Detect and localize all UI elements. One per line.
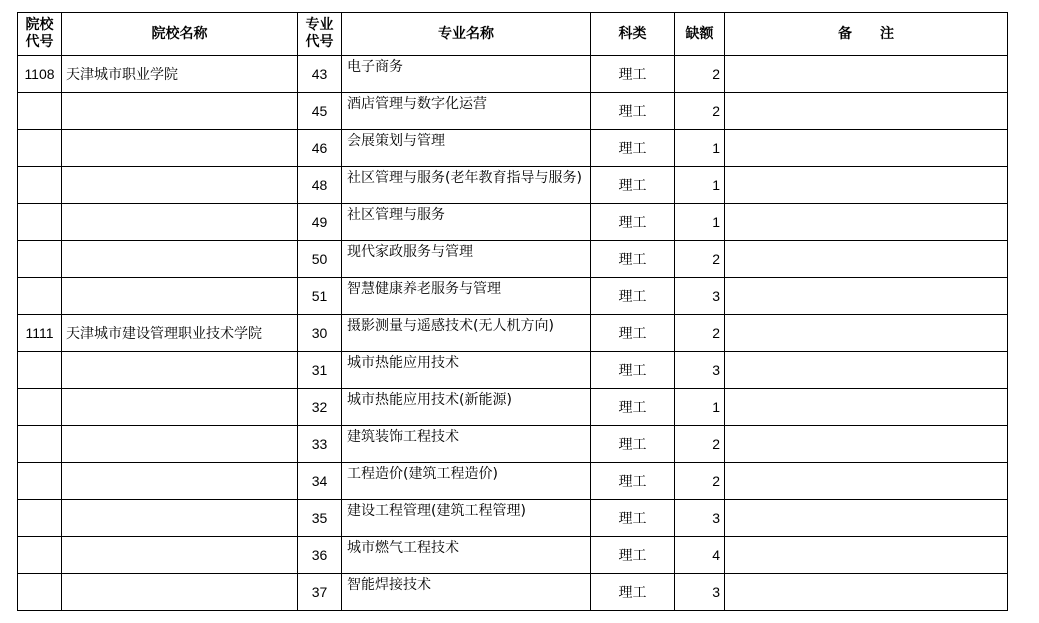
header-row	[18, 13, 1008, 56]
table-row	[18, 352, 1008, 389]
cell-major-code: 36	[298, 537, 342, 574]
cell-school-name	[62, 93, 298, 130]
table-row	[18, 463, 1008, 500]
cell-vacancies: 3	[675, 500, 725, 537]
cell-major-name: 工程造价(建筑工程造价)	[342, 463, 591, 500]
header-school-name: 院校名称	[62, 13, 298, 56]
cell-major-name: 智能焊接技术	[342, 574, 591, 611]
cell-category: 理工	[591, 426, 675, 463]
cell-major-code: 31	[298, 352, 342, 389]
table-row	[18, 56, 1008, 93]
cell-major-name: 社区管理与服务(老年教育指导与服务)	[342, 167, 591, 204]
table-row	[18, 93, 1008, 130]
cell-school-name: 天津城市建设管理职业技术学院	[62, 315, 298, 352]
cell-school-name	[62, 352, 298, 389]
cell-category: 理工	[591, 500, 675, 537]
cell-notes	[725, 278, 1008, 315]
admissions-vacancy-table	[17, 12, 1008, 611]
cell-vacancies: 1	[675, 204, 725, 241]
cell-notes	[725, 352, 1008, 389]
header-school-code: 院校 代号	[18, 13, 62, 56]
cell-vacancies: 2	[675, 56, 725, 93]
cell-notes	[725, 167, 1008, 204]
cell-school-code	[18, 241, 62, 278]
cell-vacancies: 4	[675, 537, 725, 574]
cell-school-name	[62, 426, 298, 463]
cell-school-name	[62, 130, 298, 167]
cell-category: 理工	[591, 167, 675, 204]
cell-major-name: 酒店管理与数字化运营	[342, 93, 591, 130]
cell-major-code: 50	[298, 241, 342, 278]
header-notes: 备 注	[725, 13, 1008, 56]
cell-major-name: 城市燃气工程技术	[342, 537, 591, 574]
cell-school-code	[18, 500, 62, 537]
cell-school-code	[18, 426, 62, 463]
cell-category: 理工	[591, 241, 675, 278]
cell-major-name: 电子商务	[342, 56, 591, 93]
cell-school-name	[62, 463, 298, 500]
cell-school-code	[18, 389, 62, 426]
header-major-name: 专业名称	[342, 13, 591, 56]
header-vacancies: 缺额	[675, 13, 725, 56]
table-row	[18, 278, 1008, 315]
cell-notes	[725, 537, 1008, 574]
cell-vacancies: 2	[675, 93, 725, 130]
cell-major-code: 35	[298, 500, 342, 537]
cell-notes	[725, 93, 1008, 130]
cell-vacancies: 2	[675, 241, 725, 278]
cell-school-code	[18, 574, 62, 611]
cell-vacancies: 3	[675, 278, 725, 315]
cell-school-name: 天津城市职业学院	[62, 56, 298, 93]
cell-category: 理工	[591, 352, 675, 389]
cell-notes	[725, 56, 1008, 93]
cell-category: 理工	[591, 278, 675, 315]
table-row	[18, 130, 1008, 167]
table-row	[18, 574, 1008, 611]
cell-school-code	[18, 537, 62, 574]
cell-major-name: 建筑装饰工程技术	[342, 426, 591, 463]
cell-school-code	[18, 352, 62, 389]
cell-category: 理工	[591, 204, 675, 241]
cell-vacancies: 2	[675, 315, 725, 352]
cell-major-code: 48	[298, 167, 342, 204]
table-row	[18, 389, 1008, 426]
cell-vacancies: 1	[675, 167, 725, 204]
cell-category: 理工	[591, 315, 675, 352]
cell-school-name	[62, 389, 298, 426]
cell-major-name: 社区管理与服务	[342, 204, 591, 241]
cell-major-code: 46	[298, 130, 342, 167]
cell-major-code: 32	[298, 389, 342, 426]
cell-school-name	[62, 500, 298, 537]
cell-school-name	[62, 241, 298, 278]
cell-notes	[725, 426, 1008, 463]
table-body	[18, 56, 1008, 611]
cell-category: 理工	[591, 463, 675, 500]
cell-major-name: 城市热能应用技术(新能源)	[342, 389, 591, 426]
cell-major-code: 45	[298, 93, 342, 130]
cell-school-name	[62, 537, 298, 574]
cell-category: 理工	[591, 389, 675, 426]
cell-major-code: 43	[298, 56, 342, 93]
cell-category: 理工	[591, 574, 675, 611]
cell-major-code: 49	[298, 204, 342, 241]
cell-school-code	[18, 130, 62, 167]
cell-vacancies: 2	[675, 426, 725, 463]
cell-vacancies: 1	[675, 130, 725, 167]
cell-school-code	[18, 93, 62, 130]
cell-category: 理工	[591, 56, 675, 93]
cell-notes	[725, 204, 1008, 241]
cell-major-name: 现代家政服务与管理	[342, 241, 591, 278]
table-row	[18, 315, 1008, 352]
cell-major-code: 30	[298, 315, 342, 352]
table-row	[18, 204, 1008, 241]
cell-category: 理工	[591, 93, 675, 130]
cell-school-code	[18, 278, 62, 315]
cell-notes	[725, 315, 1008, 352]
cell-notes	[725, 500, 1008, 537]
cell-major-name: 摄影测量与遥感技术(无人机方向)	[342, 315, 591, 352]
table-row	[18, 500, 1008, 537]
cell-notes	[725, 574, 1008, 611]
cell-vacancies: 2	[675, 463, 725, 500]
cell-category: 理工	[591, 537, 675, 574]
cell-school-code: 1108	[18, 56, 62, 93]
cell-school-name	[62, 574, 298, 611]
cell-notes	[725, 130, 1008, 167]
cell-major-code: 37	[298, 574, 342, 611]
cell-school-code	[18, 204, 62, 241]
header-category: 科类	[591, 13, 675, 56]
cell-school-code	[18, 167, 62, 204]
cell-school-code	[18, 463, 62, 500]
cell-notes	[725, 389, 1008, 426]
cell-vacancies: 3	[675, 352, 725, 389]
cell-school-name	[62, 167, 298, 204]
table-row	[18, 167, 1008, 204]
cell-school-name	[62, 278, 298, 315]
cell-notes	[725, 463, 1008, 500]
table-row	[18, 426, 1008, 463]
cell-notes	[725, 241, 1008, 278]
cell-major-name: 会展策划与管理	[342, 130, 591, 167]
cell-school-name	[62, 204, 298, 241]
cell-major-code: 51	[298, 278, 342, 315]
cell-major-name: 城市热能应用技术	[342, 352, 591, 389]
cell-major-name: 智慧健康养老服务与管理	[342, 278, 591, 315]
cell-major-code: 33	[298, 426, 342, 463]
cell-major-code: 34	[298, 463, 342, 500]
cell-vacancies: 1	[675, 389, 725, 426]
cell-school-code: 1111	[18, 315, 62, 352]
cell-major-name: 建设工程管理(建筑工程管理)	[342, 500, 591, 537]
header-major-code: 专业 代号	[298, 13, 342, 56]
cell-category: 理工	[591, 130, 675, 167]
table-row	[18, 537, 1008, 574]
table-header	[18, 13, 1008, 56]
table-row	[18, 241, 1008, 278]
cell-vacancies: 3	[675, 574, 725, 611]
